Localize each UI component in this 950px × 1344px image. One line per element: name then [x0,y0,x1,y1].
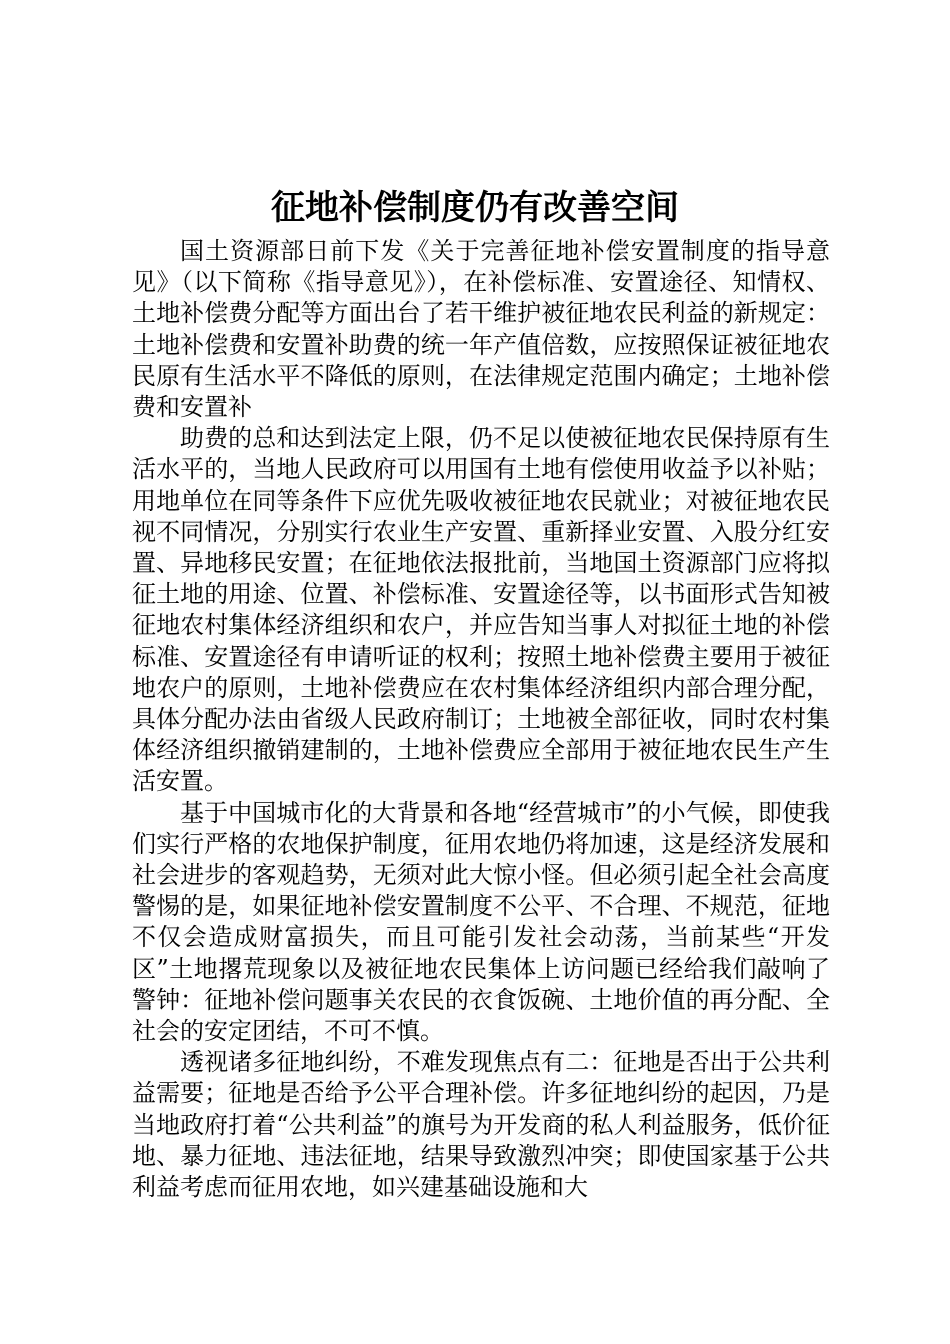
paragraph-4: 透视诸多征地纠纷，不难发现焦点有二：征地是否出于公共利益需要；征地是否给予公平合理补偿。许多征地纠纷的起因，乃是当地政府打着“公共利益”的旗号为开发商的私人利益服务，低价征地、暴力征地、违法征地，结果导致激烈冲突；即使国家基于公共利益考虑而征用农地，如兴建基础设施和大 [132,1048,830,1202]
paragraph-2: 助费的总和达到法定上限，仍不足以使被征地农民保持原有生活水平的，当地人民政府可以用国有土地有偿使用收益予以补贴；用地单位在同等条件下应优先吸收被征地农民就业；对被征地农民视不同情况，分别实行农业生产安置、重新择业安置、入股分红安置、异地移民安置；在征地依法报批前，当地国土资源部门应将拟征土地的用途、位置、补偿标准、安置途径等，以书面形式告知被征地农村集体经济组织和农户，并应告知当事人对拟征土地的补偿标准、安置途径有申请听证的权利；按照土地补偿费主要用于被征地农户的原则，土地补偿费应在农村集体经济组织内部合理分配，具体分配办法由省级人民政府制订；土地被全部征收，同时农村集体经济组织撤销建制的，土地补偿费应全部用于被征地农民生产生活安置。 [132,424,830,796]
document-title: 征地补偿制度仍有改善空间 [271,188,679,228]
document-body [132,236,830,1203]
paragraph-3: 基于中国城市化的大背景和各地“经营城市”的小气候，即使我们实行严格的农地保护制度，征用农地仍将加速，这是经济发展和社会进步的客观趋势，无须对此大惊小怪。但必须引起全社会高度警惕的是，如果征地补偿安置制度不公平、不合理、不规范，征地不仅会造成财富损失，而且可能引发社会动荡，当前某些“开发区”土地撂荒现象以及被征地农民集体上访问题已经给我们敲响了警钟：征地补偿问题事关农民的衣食饭碗、土地价值的再分配、全社会的安定团结，不可不慎。 [132,798,830,1046]
paragraph-1: 国土资源部日前下发《关于完善征地补偿安置制度的指导意见》（以下简称《指导意见》），在补偿标准、安置途径、知情权、土地补偿费分配等方面出台了若干维护被征地农民利益的新规定：土地补偿费和安置补助费的统一年产值倍数，应按照保证被征地农民原有生活水平不降低的原则，在法律规定范围内确定；土地补偿费和安置补 [132,237,830,422]
